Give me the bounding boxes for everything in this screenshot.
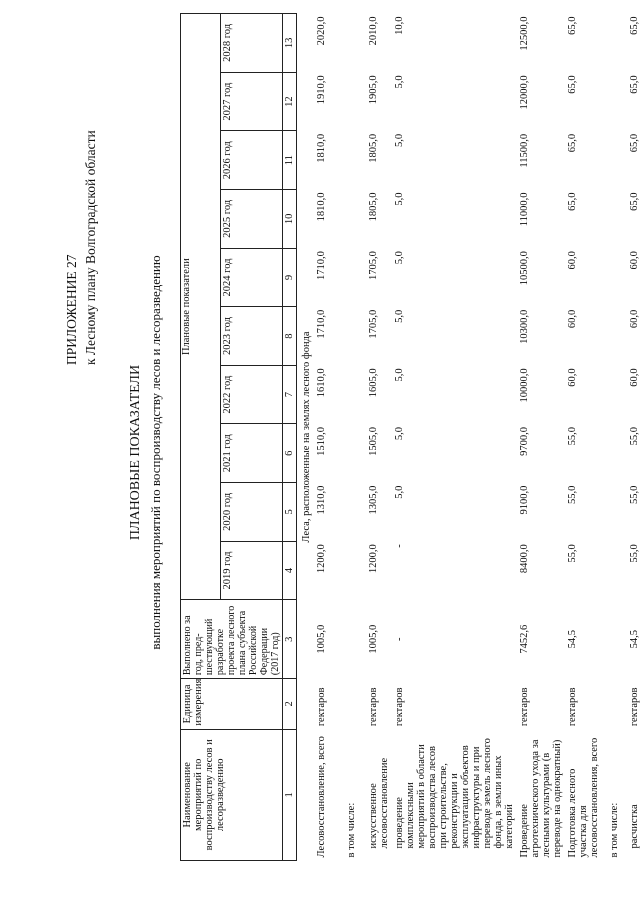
- row-plan-value: 1505,0: [368, 426, 379, 456]
- table-row: [391, 14, 516, 861]
- row-plan-value: 55,0: [629, 485, 640, 504]
- row-plan-value: 1905,0: [368, 75, 379, 105]
- row-unit: гектаров: [629, 687, 640, 727]
- row-name: искусственное лесовосстановление: [368, 757, 390, 849]
- column-number: 6: [283, 424, 297, 483]
- row-plan-value: [343, 131, 365, 190]
- table-row: [343, 14, 365, 861]
- column-number: 13: [283, 14, 297, 73]
- row-plan-value: -: [394, 544, 405, 548]
- header-year: 2026 год: [221, 131, 283, 190]
- header-plan-group: Плановые показатели: [181, 14, 221, 600]
- row-unit: гектаров: [519, 687, 530, 727]
- row-plan-value: 65,0: [567, 133, 578, 153]
- row-plan-value: 60,0: [567, 251, 578, 270]
- row-plan-value: 5,0: [394, 251, 405, 265]
- row-plan-value: 12000,0: [519, 75, 530, 110]
- row-plan-value: 12500,0: [519, 16, 530, 51]
- page-subtitle: выполнения мероприятий по воспроизводству лесов и лесоразведению: [148, 255, 163, 650]
- row-plan-value: 60,0: [629, 368, 640, 387]
- plan-table-body: [297, 14, 640, 861]
- row-plan-value: 60,0: [567, 309, 578, 329]
- row-plan-value: 1705,0: [368, 309, 379, 339]
- row-plan-value: [343, 248, 365, 307]
- row-plan-value: 2010,0: [368, 16, 379, 46]
- row-plan-value: [606, 72, 626, 131]
- row-plan-value: [343, 424, 365, 483]
- row-plan-value: 55,0: [567, 426, 578, 446]
- column-number: 5: [283, 483, 297, 542]
- row-name: Лесовосстановление, всего: [316, 736, 327, 858]
- row-plan-value: 60,0: [629, 309, 640, 329]
- row-plan-value: 10500,0: [519, 251, 530, 286]
- column-number: 8: [283, 307, 297, 366]
- row-plan-value: [343, 72, 365, 131]
- header-year: 2022 год: [221, 365, 283, 424]
- row-done-value: 54,5: [629, 630, 640, 649]
- row-plan-value: 10,0: [394, 16, 405, 35]
- row-plan-value: [343, 365, 365, 424]
- row-plan-value: [343, 307, 365, 366]
- row-plan-value: [343, 190, 365, 249]
- row-plan-value: 1805,0: [368, 133, 379, 163]
- row-plan-value: [606, 190, 626, 249]
- row-plan-value: 10000,0: [519, 368, 530, 403]
- row-plan-value: 1710,0: [316, 251, 327, 281]
- row-done-value: 7452,6: [519, 624, 530, 654]
- row-plan-value: 60,0: [629, 251, 640, 270]
- row-plan-value: 65,0: [567, 16, 578, 35]
- row-plan-value: 5,0: [394, 368, 405, 382]
- row-plan-value: 5,0: [394, 309, 405, 323]
- row-done-value: 1005,0: [316, 624, 327, 654]
- header-year: 2020 год: [221, 483, 283, 542]
- table-row: [365, 14, 391, 861]
- row-plan-value: 65,0: [629, 75, 640, 94]
- row-plan-value: 1510,0: [316, 426, 327, 456]
- row-plan-value: 1200,0: [368, 544, 379, 574]
- row-done-value: -: [394, 637, 405, 641]
- row-name: проведение комплексными мероприятий в области воспроизводства лесов при строительстве, реконструкции и эксплуатации объектов инфраструктуры и при переводе земель лесного фонда, в земли иных категорий: [394, 738, 515, 849]
- row-plan-value: [606, 131, 626, 190]
- column-number: 1: [283, 729, 297, 860]
- row-plan-value: [343, 541, 365, 600]
- row-name: Проведение агротехнического ухода за лесными культурами (в переводе на однократный): [519, 739, 563, 858]
- row-unit: гектаров: [316, 687, 327, 727]
- column-number: 11: [283, 131, 297, 190]
- column-number: 12: [283, 72, 297, 131]
- row-plan-value: 8400,0: [519, 544, 530, 574]
- row-plan-value: 1605,0: [368, 368, 379, 398]
- row-plan-value: [343, 14, 365, 73]
- table-row: [606, 14, 626, 861]
- section-title: Леса, расположенные на землях лесного фонда: [301, 331, 312, 543]
- appendix-reference: к Лесному плану Волгоградской области: [83, 130, 98, 365]
- row-plan-value: 55,0: [629, 544, 640, 563]
- column-number: 3: [283, 600, 297, 679]
- row-plan-value: 1805,0: [368, 192, 379, 222]
- column-number: 7: [283, 365, 297, 424]
- row-plan-value: 10300,0: [519, 309, 530, 344]
- row-plan-value: [606, 14, 626, 73]
- row-plan-value: 1810,0: [316, 133, 327, 163]
- row-done-value: 54,5: [567, 630, 578, 649]
- table-row: [626, 14, 640, 861]
- row-name: Подготовка лесного участка для лесовосстановления, всего: [567, 737, 600, 858]
- row-plan-value: 5,0: [394, 75, 405, 89]
- header-year: 2021 год: [221, 424, 283, 483]
- row-plan-value: 55,0: [629, 426, 640, 446]
- row-plan-value: 65,0: [567, 75, 578, 94]
- row-plan-value: 2020,0: [316, 16, 327, 46]
- header-done: Выполнено за год, пред-шествующий разработке проекта лесного плана субъекта Российской Федерации (2017 год): [181, 600, 283, 679]
- row-plan-value: 11500,0: [519, 133, 530, 168]
- column-numbers-row: [283, 14, 297, 861]
- header-year: 2028 год: [221, 14, 283, 73]
- column-number: 10: [283, 190, 297, 249]
- row-plan-value: 65,0: [629, 16, 640, 35]
- row-plan-value: 5,0: [394, 426, 405, 441]
- column-number: 4: [283, 541, 297, 600]
- row-unit: гектаров: [368, 687, 379, 727]
- row-plan-value: 1705,0: [368, 251, 379, 281]
- header-name: Наименование мероприятий по воспроизводству лесов и лесоразведению: [181, 729, 283, 860]
- row-plan-value: [343, 483, 365, 542]
- row-plan-value: 1305,0: [368, 485, 379, 515]
- row-plan-value: [606, 307, 626, 366]
- row-plan-value: 9100,0: [519, 485, 530, 515]
- row-plan-value: 11000,0: [519, 192, 530, 227]
- column-number: 2: [283, 679, 297, 730]
- plan-table: [180, 13, 640, 861]
- row-plan-value: [606, 365, 626, 424]
- row-plan-value: 1200,0: [316, 544, 327, 574]
- row-plan-value: 5,0: [394, 192, 405, 206]
- header-year: 2019 год: [221, 541, 283, 600]
- row-unit: гектаров: [394, 687, 405, 727]
- row-plan-value: [606, 541, 626, 600]
- column-number: 9: [283, 248, 297, 307]
- row-unit: [343, 679, 365, 730]
- header-year: 2023 год: [221, 307, 283, 366]
- row-plan-value: 9700,0: [519, 426, 530, 456]
- row-plan-value: 1910,0: [316, 75, 327, 105]
- row-done-value: [343, 600, 365, 679]
- row-done-value: [606, 600, 626, 679]
- row-plan-value: 5,0: [394, 133, 405, 148]
- row-name: расчистка: [629, 804, 640, 849]
- row-plan-value: 60,0: [567, 368, 578, 387]
- page-title: ПЛАНОВЫЕ ПОКАЗАТЕЛИ: [128, 364, 143, 541]
- row-unit: гектаров: [567, 687, 578, 727]
- row-plan-value: [606, 424, 626, 483]
- row-plan-value: 65,0: [629, 192, 640, 211]
- row-plan-value: [606, 248, 626, 307]
- table-row: [516, 14, 564, 861]
- header-year: 2025 год: [221, 190, 283, 249]
- table-row: [564, 14, 606, 861]
- appendix-block: [62, 130, 100, 365]
- row-plan-value: 1810,0: [316, 192, 327, 222]
- header-unit: Единица измерения: [181, 679, 283, 730]
- row-unit: [606, 679, 626, 730]
- row-plan-value: [606, 483, 626, 542]
- table-row: [313, 14, 343, 861]
- row-plan-value: 1610,0: [316, 368, 327, 398]
- header-year: 2027 год: [221, 72, 283, 131]
- row-plan-value: 55,0: [567, 544, 578, 563]
- row-plan-value: 1710,0: [316, 309, 327, 339]
- row-plan-value: 65,0: [567, 192, 578, 211]
- row-name: в том числе:: [609, 802, 620, 858]
- row-done-value: 1005,0: [368, 624, 379, 654]
- row-plan-value: 1310,0: [316, 485, 327, 515]
- appendix-number: ПРИЛОЖЕНИЕ 27: [64, 254, 79, 365]
- header-year: 2024 год: [221, 248, 283, 307]
- row-plan-value: 5,0: [394, 485, 405, 499]
- row-plan-value: 55,0: [567, 485, 578, 504]
- row-plan-value: 65,0: [629, 133, 640, 153]
- row-name: в том числе:: [346, 802, 357, 858]
